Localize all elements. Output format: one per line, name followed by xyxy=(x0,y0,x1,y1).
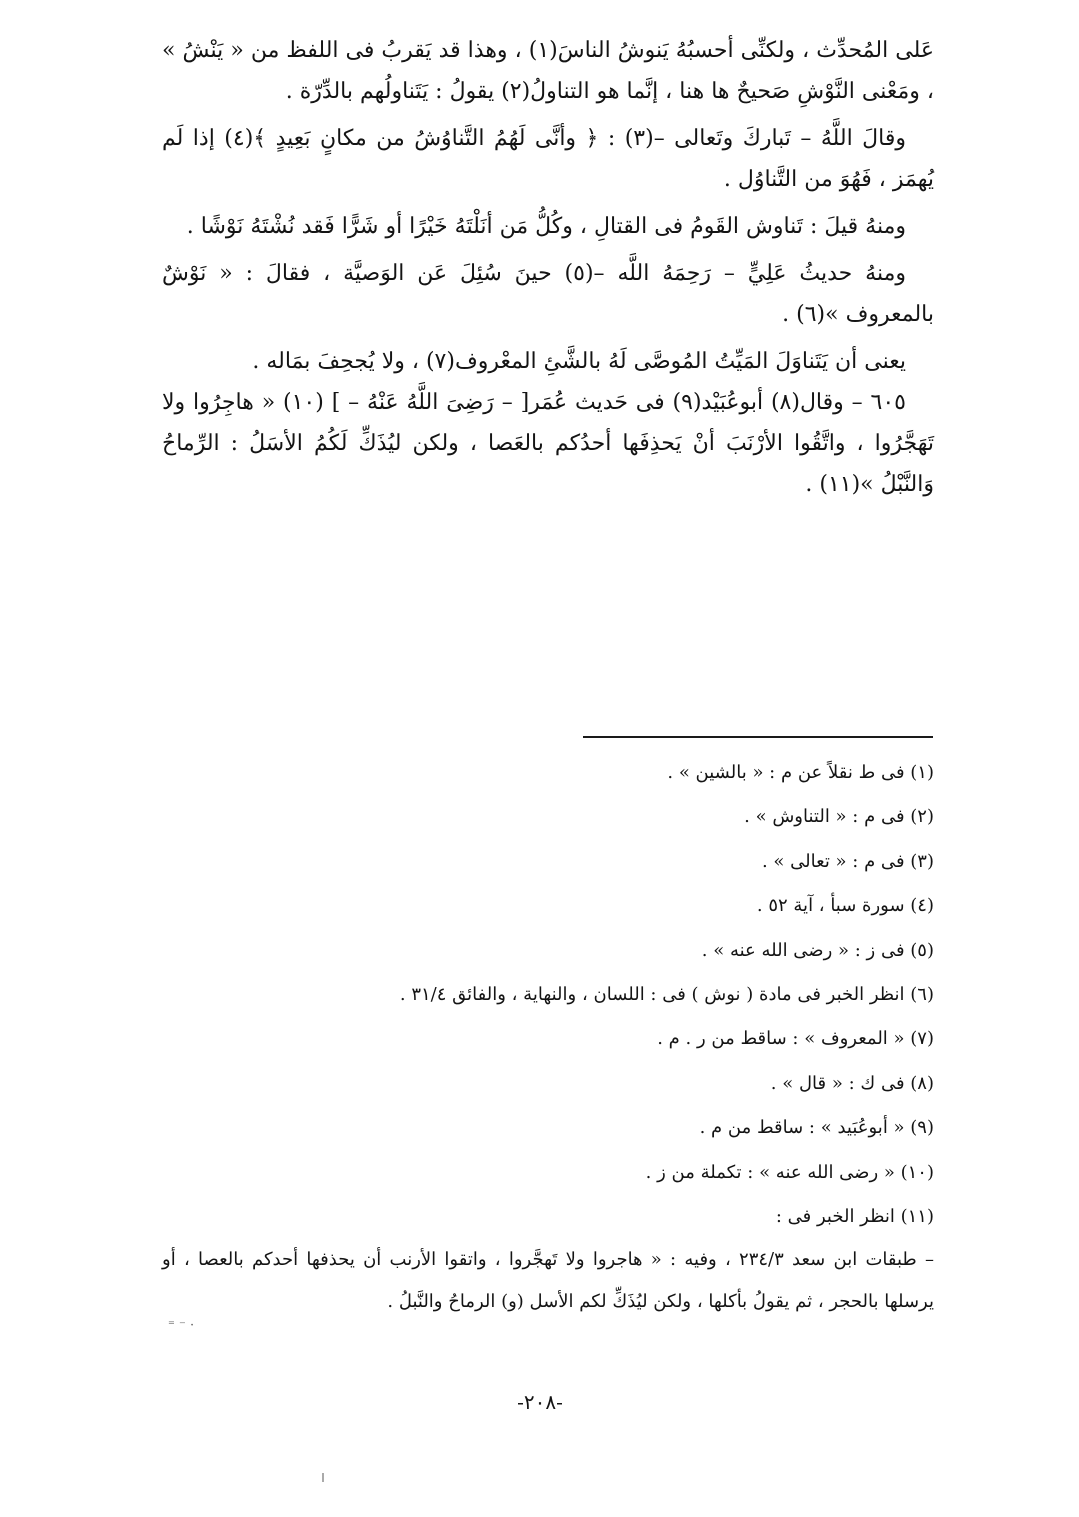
main-body-text xyxy=(162,30,934,505)
paragraph-1: عَلى المُحدِّث ، ولكنِّى أحسبُهُ يَنوشُ الناسَ(١) ، وهذا قد يَقربُ فى اللفظ من « يَنْشُ » ، ومَعْنى النَّوْشِ صَحيحٌ ها هنا ، إنَّما هو التناولُ(٢) يقولُ : يَتَناولُهم بالدِّرّة . xyxy=(162,38,934,104)
footnote-list xyxy=(162,751,934,1239)
paragraph-6: ٦٠٥ – وقال(٨) أبوعُبَيْد(٩) فى حَديث عُمَر[ – رَضِىَ اللَّهُ عَنْهُ – ] (١٠) « هاجِرُوا ولا تَهَجَّرُوا ، واتَّقُوا الأرْنَبَ أنْ يَحذِفَها أحدُكم بالعَصا ، ولكن ليُذَكِّ لَكُمُ الأسَلُ : الرِّماحُ وَالنَّبْلُ »(١١) . xyxy=(162,390,934,497)
page-number: -٢٠٨- xyxy=(517,1390,563,1414)
footnote-item: (٨) فى ك : « قال » . xyxy=(770,1072,934,1094)
footnote-item: (٢) فى م : « التناوش » . xyxy=(744,806,934,828)
scan-mark: ⁼ ⁻ · xyxy=(168,1318,195,1333)
footnote-continuation: – طبقات ابن سعد ٢٣٤/٣ ، وفيه : « هاجروا ولا تَهجَّروا ، واتقوا الأرنب أن يحذفها أحدكم بالعصا ، أو يرسلها بالحجر ، ثم يقولُ بأكلها ، ولكن ليُذَكِّ لكم الأسل (و) الرماحُ والنَّبلُ . xyxy=(162,1249,934,1313)
footnote-item: (١١) انظر الخبر فى : xyxy=(775,1205,934,1227)
footnote-item: (٦) انظر الخبر فى مادة ( نوش ) فى : اللسان ، والنهاية ، والفائق ٣١/٤ . xyxy=(399,983,934,1005)
footnote-item: (٧) « المعروف » : ساقط من ر . م . xyxy=(657,1028,934,1050)
footnote-divider xyxy=(583,736,933,738)
footnote-item: (٥) فى ز : « رضى الله عنه » . xyxy=(701,939,934,961)
footnote-item: (١٠) « رضى الله عنه » : تكملة من ز . xyxy=(645,1161,934,1183)
paragraph-2: وقالَ اللَّهُ – تَباركَ وتَعالى –(٣) : ﴿ وأنَّى لَهُمُ التَّناوُشُ من مكانٍ بَعِيدٍ ﴾(٤) إذا لَم يُهمَز ، فَهُوَ من التَّناوُل . xyxy=(162,126,934,192)
footnote-item: (٤) سورة سبأ ، آية ٥٢ . xyxy=(756,895,934,917)
footnote-item: (٣) فى م : « تعالى » . xyxy=(761,850,934,872)
footnote-item: (١) فى ط نقلاً عن م : « بالشين » . xyxy=(667,762,934,783)
paragraph-4: ومنهُ حديثُ عَلِيٍّ – رَحِمَهُ اللَّه –(٥) حينَ سُئِلَ عَن الوَصيَّة ، فقالَ : « نَوْشٌ بالمعروف »(٦) . xyxy=(162,261,934,327)
footnote-item: (٩) « أبوعُبَيد » : ساقط من م . xyxy=(699,1117,934,1139)
paragraph-3: ومنهُ قيلَ : تَناوش القَومُ فى القتالِ ، وكُلُّ مَن أنَلْتَهُ خَيْرًا أو شَرًّا فَقد نُشْتَهُ نَوْشًا . xyxy=(186,214,906,239)
paragraph-5: يعنى أن يَتَناوَلَ المَيِّتُ المُوصَّى لَهُ بالشَّئِ المعْروف(٧) ، ولا يُجحِفَ بمَاله . xyxy=(252,349,906,374)
scan-speck xyxy=(322,1473,324,1482)
footnotes-section xyxy=(162,751,934,1323)
